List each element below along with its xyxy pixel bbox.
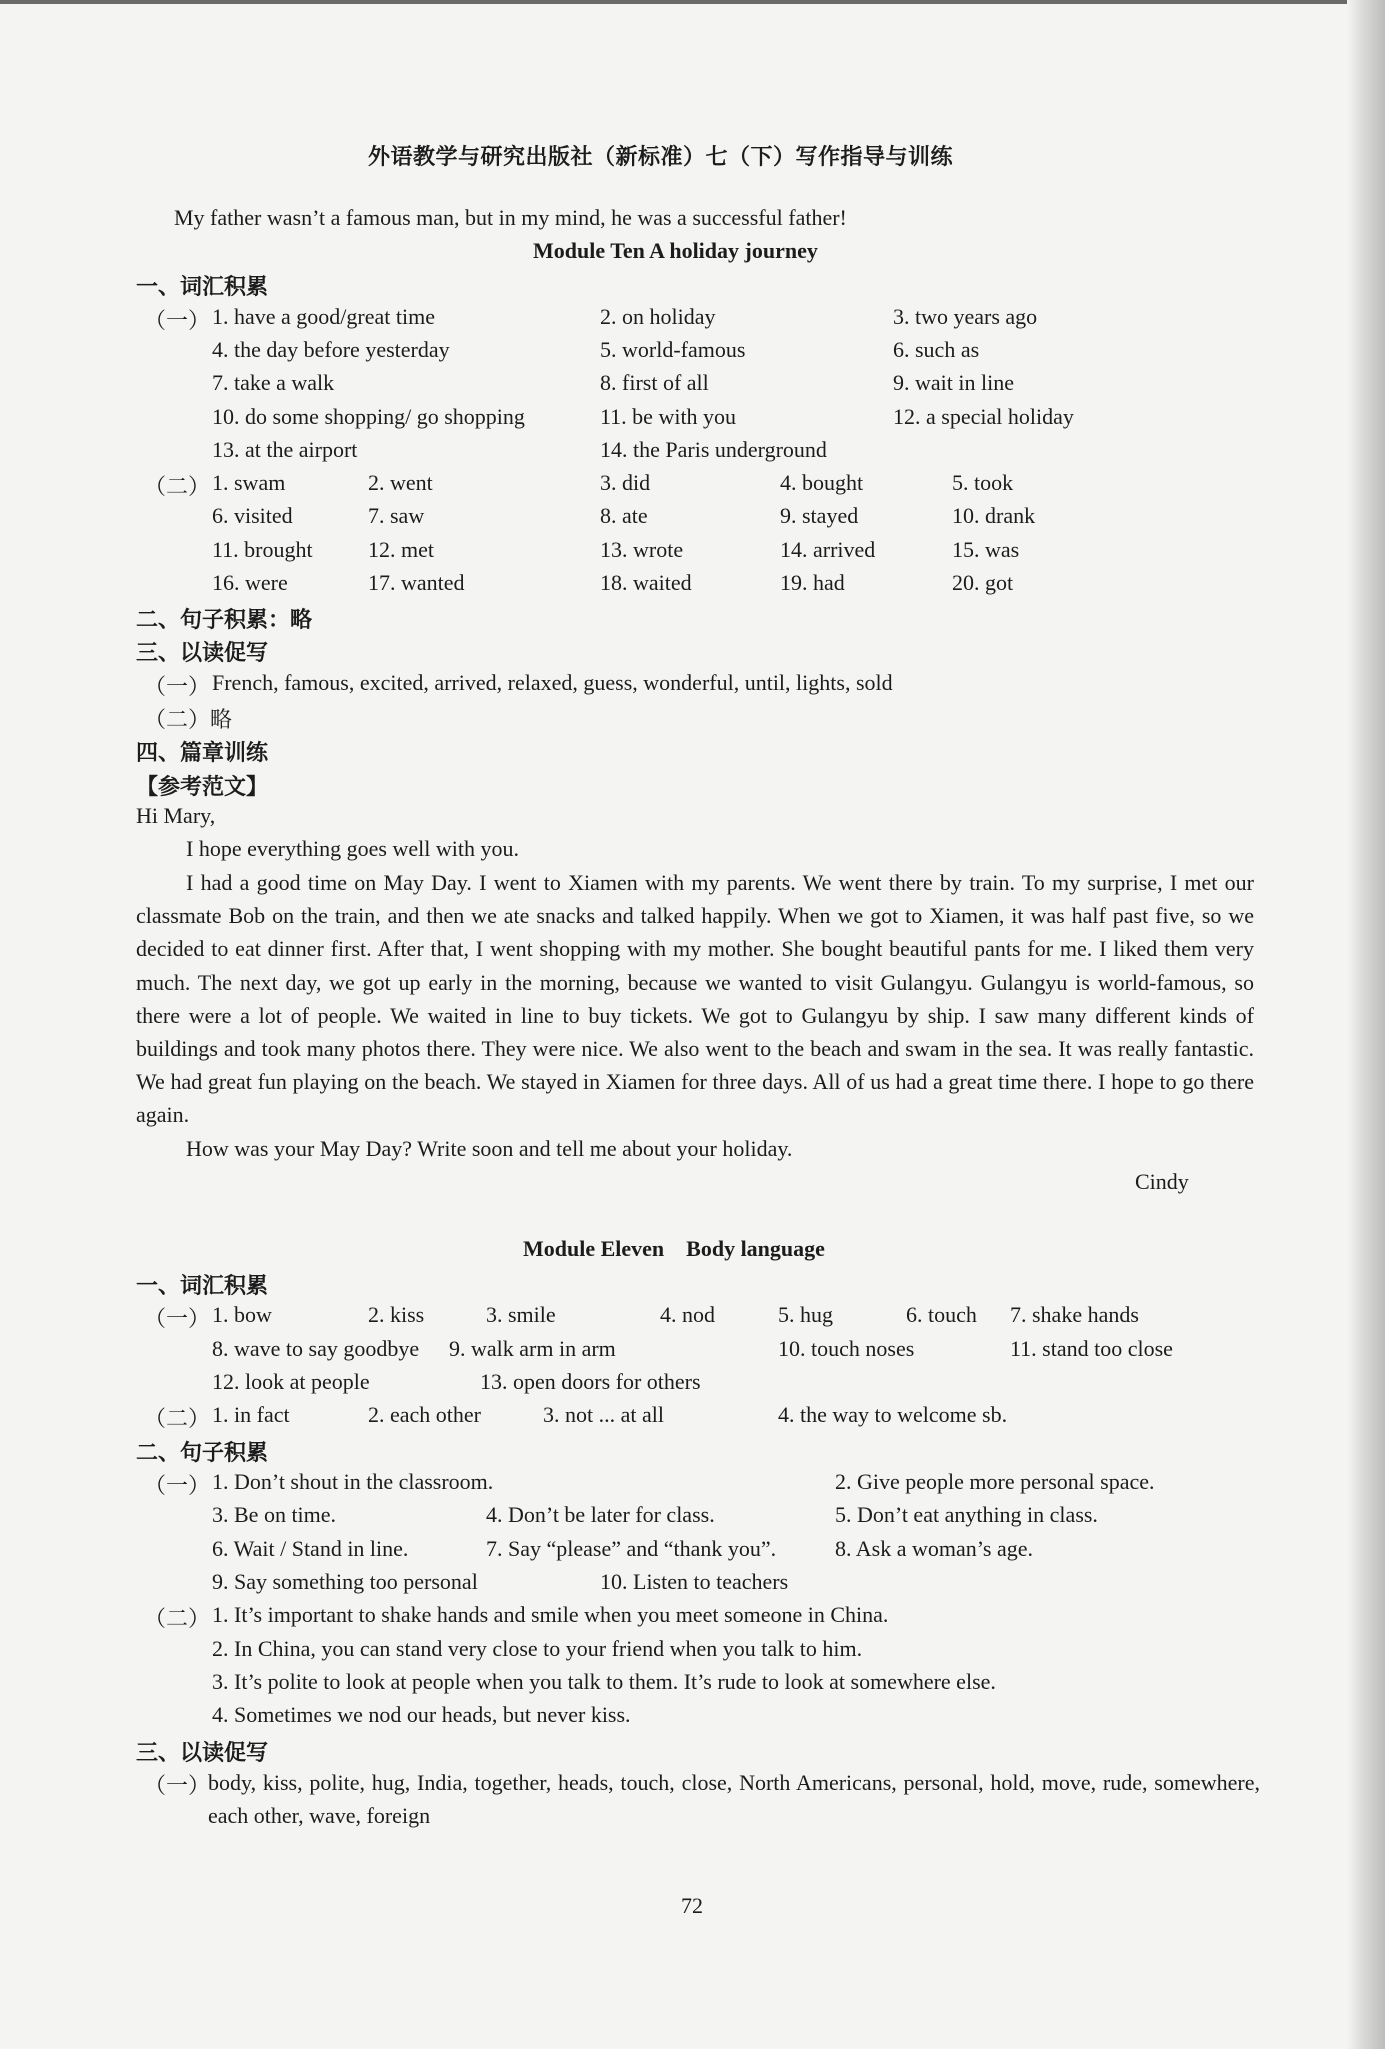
- list-item: 2. on holiday: [600, 304, 716, 329]
- letter-paragraph-3: How was your May Day? Write soon and tell me about your holiday.: [186, 1136, 793, 1161]
- m11-vocab-part2-label: （二）: [144, 1406, 211, 1431]
- list-item: 8. ate: [600, 503, 648, 528]
- list-item: 2. Give people more personal space.: [835, 1469, 1155, 1494]
- list-item: 4. bought: [780, 470, 864, 495]
- list-item: 16. were: [212, 570, 288, 595]
- list-item: 14. the Paris underground: [600, 437, 827, 462]
- m10-vocab-part2-label: （二）: [144, 474, 211, 499]
- list-item: 8. first of all: [600, 370, 709, 395]
- list-item: 9. wait in line: [893, 370, 1014, 395]
- list-item: 1. in fact: [212, 1402, 290, 1427]
- list-item: 12. look at people: [212, 1369, 370, 1394]
- running-header: 外语教学与研究出版社（新标准）七（下）写作指导与训练: [368, 144, 954, 169]
- list-item: 13. open doors for others: [480, 1369, 701, 1394]
- intro-sentence: My father wasn’t a famous man, but in my mind, he was a successful father!: [174, 205, 847, 230]
- list-item: 10. Listen to teachers: [600, 1569, 789, 1594]
- module11-title: Module Eleven Body language: [523, 1236, 825, 1261]
- letter-signature: Cindy: [1135, 1169, 1189, 1194]
- list-item: 5. took: [952, 470, 1014, 495]
- top-border: [0, 0, 1385, 4]
- list-item: 8. Ask a woman’s age.: [835, 1536, 1033, 1561]
- m10-section-reading: 三、以读促写: [136, 640, 269, 665]
- list-item: 3. two years ago: [893, 304, 1038, 329]
- list-item: 4. Don’t be later for class.: [486, 1502, 715, 1527]
- list-item: 4. the day before yesterday: [212, 337, 450, 362]
- list-item: 6. Wait / Stand in line.: [212, 1536, 409, 1561]
- letter-greeting: Hi Mary,: [136, 803, 216, 828]
- list-item: 3. It’s polite to look at people when you talk to them. It’s rude to look at somewhere else.: [212, 1669, 996, 1694]
- list-item: 9. Say something too personal: [212, 1569, 478, 1594]
- letter-paragraph-2: I had a good time on May Day. I went to Xiamen with my parents. We went there by train. To my surprise, I met our classmate Bob on the train, and then we ate snacks and talked happily. When we got to Xiamen, it was half past five, so we decided to eat dinner first. After that, I went shopping with my mother. She bought beautiful pants for me. I liked them very much. The next day, we got up early in the morning, because we wanted to visit Gulangyu. Gulangyu is world-famous, so there were a lot of people. We waited in line to buy tickets. We got to Gulangyu by ship. I saw many different kinds of buildings and took many photos there. They were nice. We also went to the beach and swam in the sea. It was really fantastic. We had great fun playing on the beach. We stayed in Xiamen for three days. All of us had a great time there. I hope to go there again.: [136, 870, 1254, 1128]
- list-item: 3. not ... at all: [543, 1402, 664, 1427]
- list-item: 6. visited: [212, 503, 293, 528]
- list-item: 10. touch noses: [778, 1336, 915, 1361]
- page-number: 72: [681, 1893, 703, 1918]
- list-item: 1. swam: [212, 470, 286, 495]
- list-item: 1. have a good/great time: [212, 304, 435, 329]
- m10-reading-answers: French, famous, excited, arrived, relaxed, guess, wonderful, until, lights, sold: [212, 670, 893, 695]
- list-item: 5. Don’t eat anything in class.: [835, 1502, 1098, 1527]
- list-item: 1. It’s important to shake hands and smile when you meet someone in China.: [212, 1602, 889, 1627]
- m11-reading-answers: body, kiss, polite, hug, India, together, heads, touch, close, North Americans, personal, hold, move, rude, somewhere, each other, wave, foreign: [208, 1770, 1260, 1829]
- list-item: 3. smile: [486, 1302, 556, 1327]
- list-item: 1. Don’t shout in the classroom.: [212, 1469, 494, 1494]
- list-item: 5. hug: [778, 1302, 833, 1327]
- m11-sentences-part1-label: （一）: [144, 1473, 211, 1498]
- m11-section-vocab: 一、词汇积累: [136, 1273, 269, 1298]
- list-item: 7. Say “please” and “thank you”.: [486, 1536, 777, 1561]
- m10-vocab-part1-label: （一）: [144, 308, 211, 333]
- list-item: 14. arrived: [780, 537, 876, 562]
- list-item: 12. met: [368, 537, 434, 562]
- list-item: 10. do some shopping/ go shopping: [212, 404, 525, 429]
- list-item: 9. walk arm in arm: [449, 1336, 616, 1361]
- list-item: 2. each other: [368, 1402, 481, 1427]
- list-item: 6. touch: [906, 1302, 977, 1327]
- list-item: 20. got: [952, 570, 1014, 595]
- list-item: 2. kiss: [368, 1302, 425, 1327]
- list-item: 10. drank: [952, 503, 1036, 528]
- list-item: 11. stand too close: [1010, 1336, 1173, 1361]
- list-item: 11. be with you: [600, 404, 737, 429]
- m11-sentences-part2-label: （二）: [144, 1606, 211, 1631]
- list-item: 13. wrote: [600, 537, 684, 562]
- m11-vocab-part1-label: （一）: [144, 1306, 211, 1331]
- list-item: 15. was: [952, 537, 1020, 562]
- m10-section-vocab: 一、词汇积累: [136, 274, 269, 299]
- list-item: 3. Be on time.: [212, 1502, 337, 1527]
- list-item: 4. Sometimes we nod our heads, but never kiss.: [212, 1702, 631, 1727]
- letter-paragraph-1: I hope everything goes well with you.: [186, 836, 519, 861]
- list-item: 2. went: [368, 470, 433, 495]
- module10-title: Module Ten A holiday journey: [533, 238, 818, 263]
- list-item: 12. a special holiday: [893, 404, 1074, 429]
- list-item: 13. at the airport: [212, 437, 358, 462]
- list-item: 19. had: [780, 570, 845, 595]
- m10-reading-part2: （二）略: [144, 707, 233, 732]
- list-item: 17. wanted: [368, 570, 465, 595]
- list-item: 5. world-famous: [600, 337, 746, 362]
- list-item: 3. did: [600, 470, 651, 495]
- m10-reading-part1-label: （一）: [144, 674, 211, 699]
- list-item: 6. such as: [893, 337, 980, 362]
- list-item: 7. take a walk: [212, 370, 335, 395]
- m10-section-sentences: 二、句子积累：略: [136, 607, 313, 632]
- list-item: 7. saw: [368, 503, 425, 528]
- list-item: 4. the way to welcome sb.: [778, 1402, 1008, 1427]
- list-item: 9. stayed: [780, 503, 859, 528]
- list-item: 1. bow: [212, 1302, 272, 1327]
- m10-section-passage: 四、篇章训练: [136, 740, 269, 765]
- list-item: 18. waited: [600, 570, 692, 595]
- reference-essay-label: 【参考范文】: [136, 774, 269, 799]
- list-item: 7. shake hands: [1010, 1302, 1139, 1327]
- page-edge-shadow: [1347, 0, 1385, 2049]
- m11-section-reading: 三、以读促写: [136, 1740, 269, 1765]
- list-item: 2. In China, you can stand very close to your friend when you talk to him.: [212, 1636, 863, 1661]
- list-item: 11. brought: [212, 537, 313, 562]
- m11-reading-part1-label: （一）: [144, 1773, 211, 1798]
- list-item: 8. wave to say goodbye: [212, 1336, 420, 1361]
- list-item: 4. nod: [660, 1302, 715, 1327]
- m11-section-sentences: 二、句子积累: [136, 1440, 269, 1465]
